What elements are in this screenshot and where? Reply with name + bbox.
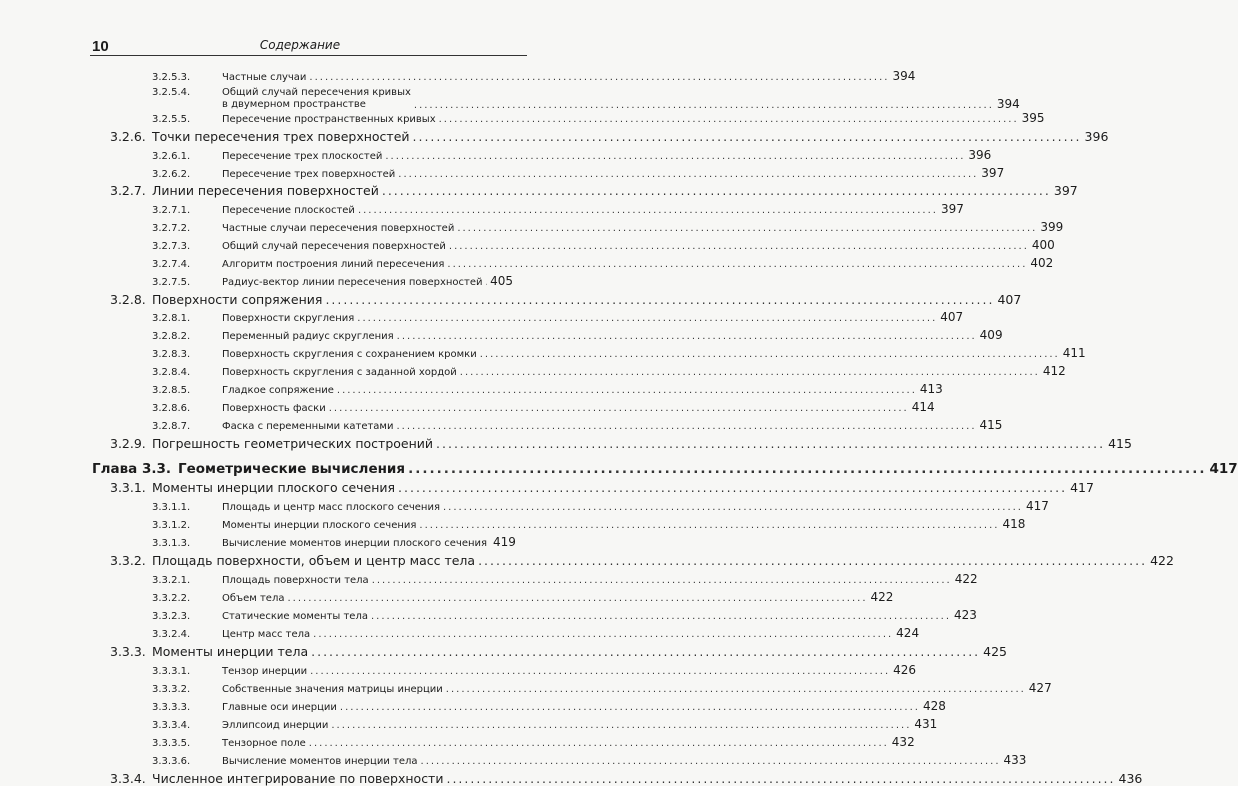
leader-dots: ................................................................................................................ [339, 702, 920, 713]
toc-page: 424 [896, 626, 920, 640]
toc-number: 3.3.2.4. [152, 629, 191, 640]
toc-entry[interactable] [152, 274, 513, 288]
toc-entry[interactable] [110, 292, 1022, 307]
toc-number: 3.2.7. [110, 183, 146, 198]
running-title: Содержание [259, 38, 341, 52]
toc-entry[interactable] [152, 735, 915, 749]
leader-dots: ................................................................................................................ [412, 129, 1082, 144]
toc-number: 3.2.8. [110, 292, 146, 307]
toc-entry[interactable] [152, 663, 917, 677]
toc-number: 3.3.2.3. [152, 611, 191, 622]
toc-title: Площадь поверхности тела [222, 575, 369, 586]
toc-title: Точки пересечения трех поверхностей [152, 129, 410, 144]
toc-number: 3.2.9. [110, 436, 146, 451]
toc-page: 422 [870, 590, 894, 604]
toc-title: Моменты инерции плоского сечения [222, 520, 417, 531]
toc-entry[interactable] [152, 608, 977, 622]
toc-page: 399 [1040, 220, 1064, 234]
toc-entry[interactable] [152, 69, 916, 83]
toc-number: 3.2.6. [110, 129, 146, 144]
leader-dots: ................................................................................................................ [419, 520, 1000, 531]
toc-page: 407 [997, 292, 1022, 307]
toc-entry[interactable] [152, 400, 935, 414]
leader-dots: ................................................................................................................ [479, 349, 1060, 360]
toc-page: 396 [1084, 129, 1109, 144]
toc-title: Вычисление моментов инерции тела [222, 756, 418, 767]
toc-number: 3.3.1.1. [152, 502, 191, 513]
toc-entry[interactable] [152, 87, 1020, 111]
toc-title: Радиус-вектор линии пересечения поверхностей [222, 277, 483, 288]
toc-title: Погрешность геометрических построений [152, 436, 434, 451]
leader-dots: ................................................................................................................ [370, 611, 951, 622]
toc-title: Тензорное поле [222, 738, 306, 749]
toc-title: Моменты инерции плоского сечения [152, 480, 396, 495]
header-rule [90, 55, 527, 56]
toc-entry[interactable] [152, 328, 1003, 342]
leader-dots: ................................................................................................................ [446, 771, 1116, 786]
toc-page: 414 [911, 400, 935, 414]
toc-title: Переменный радиус скругления [222, 331, 394, 342]
toc-title: Поверхность скругления с заданной хордой [222, 367, 457, 378]
toc-page: 436 [1118, 771, 1143, 786]
leader-dots: ................................................................................................................ [438, 114, 1019, 125]
toc-number: 3.3.1.2. [152, 520, 191, 531]
toc-entry[interactable] [152, 310, 964, 324]
toc-entry[interactable] [152, 220, 1064, 234]
toc-title-line2: в двумерном пространстве [222, 99, 366, 110]
toc-number: 3.3.3.5. [152, 738, 191, 749]
toc-title: Пересечение трех поверхностей [222, 169, 396, 180]
toc-entry[interactable] [152, 238, 1055, 252]
toc-entry[interactable] [152, 717, 938, 731]
leader-dots: ................................................................................................................ [398, 480, 1068, 495]
toc-number: 3.2.5.4. [152, 87, 191, 98]
toc-entry[interactable] [110, 771, 1143, 786]
toc-title: Главные оси инерции [222, 702, 337, 713]
toc-page: 400 [1031, 238, 1055, 252]
toc-page: 402 [1030, 256, 1054, 270]
toc-page: 428 [922, 699, 946, 713]
toc-number: 3.2.8.7. [152, 421, 191, 432]
toc-number: 3.3.1. [110, 480, 146, 495]
toc-number: 3.3.2.1. [152, 575, 191, 586]
toc-page: 418 [1002, 517, 1026, 531]
toc-number: 3.3.1.3. [152, 538, 191, 549]
toc-page: 417 [1025, 499, 1049, 513]
toc-entry[interactable] [110, 129, 1109, 144]
chapter-number: Глава 3.3. [92, 461, 171, 477]
leader-dots: ................................................................................................................ [478, 553, 1148, 568]
toc-number: 3.3.3.3. [152, 702, 191, 713]
toc-title: Вычисление моментов инерции плоского сечения [222, 538, 488, 549]
toc-entry[interactable] [152, 517, 1026, 531]
toc-number: 3.3.3.1. [152, 666, 191, 677]
toc-entry[interactable] [110, 644, 1008, 659]
toc-entry[interactable] [152, 699, 946, 713]
toc-page: 394 [892, 69, 916, 83]
toc-page: 422 [954, 572, 978, 586]
toc-title: Поверхность фаски [222, 403, 326, 414]
toc-chapter-entry[interactable] [92, 461, 1238, 477]
leader-dots: ................................................................................................................ [357, 205, 938, 216]
toc-number: 3.2.8.6. [152, 403, 191, 414]
leader-dots: ................................................................................................................ [310, 666, 891, 677]
toc-number: 3.3.2. [110, 553, 146, 568]
toc-number: 3.2.7.1. [152, 205, 191, 216]
toc-title: Тензор инерции [222, 666, 308, 677]
toc-title: Фаска с переменными катетами [222, 421, 394, 432]
toc-page: 422 [1150, 553, 1174, 568]
toc-number: 3.3.3.6. [152, 756, 191, 767]
toc-number: 3.2.5.5. [152, 114, 191, 125]
toc-entry[interactable] [110, 480, 1094, 495]
toc-entry[interactable] [152, 626, 920, 640]
toc-number: 3.2.8.1. [152, 313, 191, 324]
leader-dots: ................................................................................................................ [420, 756, 1001, 767]
toc-page: 431 [914, 717, 938, 731]
toc-number: 3.2.8.4. [152, 367, 191, 378]
toc-entry[interactable] [152, 535, 516, 549]
toc-title: Поверхности сопряжения [152, 292, 323, 307]
leader-dots: ................................................................................................................ [413, 100, 994, 111]
toc-title: Линии пересечения поверхностей [152, 183, 379, 198]
toc-title: Площадь и центр масс плоского сечения [222, 502, 440, 513]
toc-title: Пересечение плоскостей [222, 205, 355, 216]
toc-title: Пересечение трех плоскостей [222, 151, 383, 162]
toc-entry[interactable] [152, 572, 978, 586]
toc-entry[interactable] [152, 111, 1045, 125]
toc-entry[interactable] [152, 148, 992, 162]
toc-page: 405 [490, 274, 513, 288]
toc-page: 433 [1003, 753, 1027, 767]
toc-page: 397 [981, 166, 1005, 180]
toc-entry[interactable] [152, 256, 1054, 270]
leader-dots: ................................................................................................................ [398, 169, 979, 180]
toc-number: 3.2.7.3. [152, 241, 191, 252]
chapter-title: Геометрические вычисления [178, 461, 406, 477]
toc-title: Поверхности скругления [222, 313, 355, 324]
toc-entry[interactable] [110, 183, 1078, 198]
toc-page: 407 [940, 310, 964, 324]
toc-page: 415 [1108, 436, 1132, 451]
toc-entry[interactable] [110, 436, 1132, 451]
leader-dots: ................................................................................................................ [371, 575, 952, 586]
leader-dots: ................................................................................................................ [445, 684, 1026, 695]
toc-title: Центр масс тела [222, 629, 311, 640]
toc-page: 397 [1053, 183, 1078, 198]
toc-title: Эллипсоид инерции [222, 720, 329, 731]
toc-number: 3.2.7.2. [152, 223, 191, 234]
toc-title: Гладкое сопряжение [222, 385, 334, 396]
toc-title-line1: Общий случай пересечения кривых [222, 87, 411, 98]
toc-entry[interactable] [152, 346, 1086, 360]
leader-dots: ................................................................................................................ [309, 72, 890, 83]
page-number: 10 [92, 38, 109, 55]
toc-title: Частные случаи [222, 72, 307, 83]
toc-page: 409 [979, 328, 1003, 342]
toc-page: 419 [493, 535, 516, 549]
toc-entry[interactable] [152, 418, 1003, 432]
toc-title: Алгоритм построения линий пересечения [222, 259, 445, 270]
toc-entry[interactable] [152, 499, 1049, 513]
toc-title: Поверхность скругления с сохранением кромки [222, 349, 477, 360]
toc-page: 423 [954, 608, 977, 622]
leader-dots: ................................................................................................................ [311, 644, 981, 659]
leader-dots: ................................................................................................................ [287, 593, 868, 604]
leader-dots: ................................................................................................................ [385, 151, 966, 162]
leader-dots: ................................................................................................................ [328, 403, 909, 414]
toc-page: 415 [979, 418, 1003, 432]
leader-dots: ................................................................................................................ [448, 241, 1029, 252]
toc-title: Численное интегрирование по поверхности [152, 771, 444, 786]
toc-title: Общий случай пересечения поверхностей [222, 241, 446, 252]
toc-number: 3.2.7.4. [152, 259, 191, 270]
toc-title: Частные случаи пересечения поверхностей [222, 223, 455, 234]
toc-page: 395 [1021, 111, 1045, 125]
leader-dots: ................................................................................................................ [457, 223, 1038, 234]
toc-number: 3.2.5.3. [152, 72, 191, 83]
toc-number: 3.3.3. [110, 644, 146, 659]
toc-title: Площадь поверхности, объем и центр масс тела [152, 553, 476, 568]
leader-dots: ................................................................................................................ [408, 461, 1207, 477]
toc-page: 411 [1062, 346, 1086, 360]
toc-title: Объем тела [222, 593, 285, 604]
toc-page: 427 [1028, 681, 1052, 695]
toc-page: 425 [983, 644, 1008, 659]
leader-dots: ................................................................................................................ [331, 720, 912, 731]
toc-page: 413 [919, 382, 943, 396]
toc-number: 3.2.6.2. [152, 169, 191, 180]
toc-entry[interactable] [152, 753, 1027, 767]
leader-dots: ................................................................................................................ [396, 331, 977, 342]
leader-dots: ................................................................................................................ [313, 629, 894, 640]
toc-page: 412 [1042, 364, 1066, 378]
page-header [0, 0, 600, 60]
toc-entry[interactable] [152, 382, 943, 396]
toc-number: 3.2.7.5. [152, 277, 191, 288]
toc-title: Моменты инерции тела [152, 644, 309, 659]
leader-dots: ................................................................................................................ [396, 421, 977, 432]
toc-number: 3.2.6.1. [152, 151, 191, 162]
toc-entry[interactable] [152, 681, 1052, 695]
toc-title: Пересечение пространственных кривых [222, 114, 436, 125]
leader-dots: ................................................................................................................ [447, 259, 1028, 270]
leader-dots: ................................................................................................................ [357, 313, 938, 324]
toc-entry[interactable] [110, 553, 1174, 568]
toc-number: 3.3.3.2. [152, 684, 191, 695]
toc-page: 426 [893, 663, 917, 677]
leader-dots [486, 277, 488, 288]
toc-entry[interactable] [152, 166, 1005, 180]
toc-title: Собственные значения матрицы инерции [222, 684, 443, 695]
toc-page: 397 [940, 202, 964, 216]
toc-title: Статические моменты тела [222, 611, 368, 622]
leader-dots: ................................................................................................................ [459, 367, 1040, 378]
toc-page: 396 [968, 148, 992, 162]
toc-entry[interactable] [152, 202, 964, 216]
leader-dots: ................................................................................................................ [436, 436, 1106, 451]
toc-number: 3.3.2.2. [152, 593, 191, 604]
leader-dots: ................................................................................................................ [308, 738, 889, 749]
toc-page: 432 [891, 735, 915, 749]
toc-number: 3.2.8.5. [152, 385, 191, 396]
toc-number: 3.2.8.3. [152, 349, 191, 360]
leader-dots: ................................................................................................................ [325, 292, 995, 307]
toc-number: 3.3.3.4. [152, 720, 191, 731]
toc-number: 3.3.4. [110, 771, 146, 786]
leader-dots: ................................................................................................................ [381, 183, 1051, 198]
toc-page: 417 [1070, 480, 1094, 495]
leader-dots: ................................................................................................................ [442, 502, 1023, 513]
toc-entry[interactable] [152, 364, 1066, 378]
toc-entry[interactable] [152, 590, 894, 604]
leader-dots: ................................................................................................................ [336, 385, 917, 396]
toc-number: 3.2.8.2. [152, 331, 191, 342]
toc-title [222, 87, 411, 111]
toc-page: 417 [1209, 461, 1238, 477]
toc-page: 394 [996, 97, 1020, 111]
